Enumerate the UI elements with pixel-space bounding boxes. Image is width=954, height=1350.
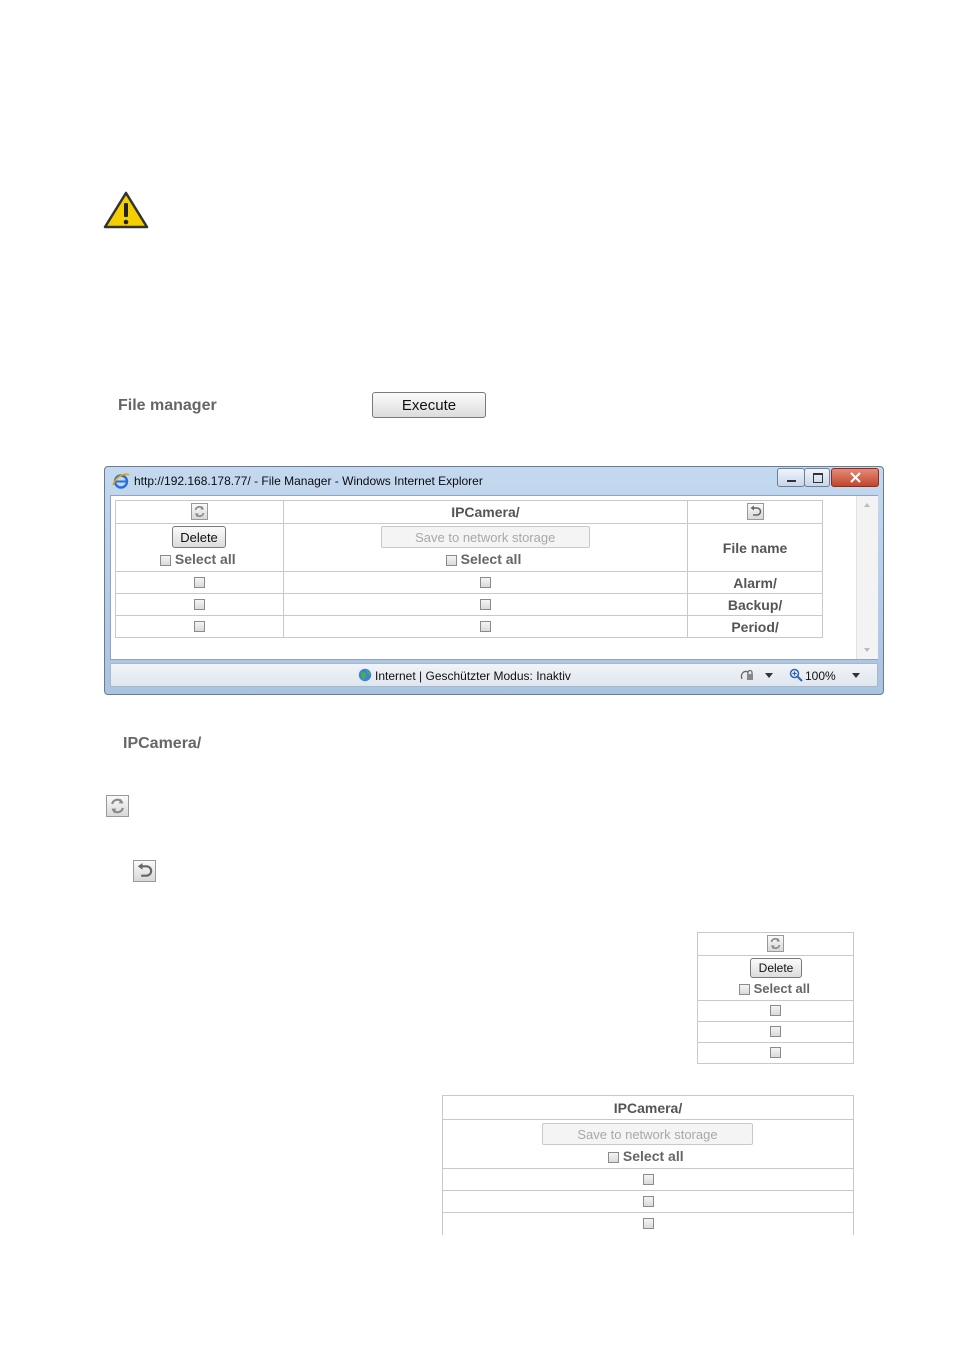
minimize-button[interactable]: [777, 468, 805, 487]
ie-logo-icon: [112, 473, 130, 489]
row-checkbox[interactable]: [770, 1005, 781, 1016]
row-checkbox[interactable]: [194, 599, 205, 610]
chevron-down-icon[interactable]: [852, 673, 860, 678]
refresh-icon: [106, 795, 129, 817]
security-icon[interactable]: [739, 668, 755, 682]
row-checkbox[interactable]: [194, 621, 205, 632]
status-text: Internet | Geschützter Modus: Inaktiv: [375, 669, 571, 683]
zoom-level: 100%: [805, 669, 836, 683]
close-button[interactable]: [831, 468, 879, 487]
file-manager-label: File manager: [118, 397, 217, 414]
file-link[interactable]: Alarm/: [688, 572, 823, 594]
row-checkbox[interactable]: [643, 1196, 654, 1207]
row-checkbox[interactable]: [480, 577, 491, 588]
table-row: [116, 616, 823, 638]
select-all-label: Select all: [622, 1148, 684, 1164]
file-name-header: File name: [688, 524, 823, 572]
save-to-network-storage-button[interactable]: Save to network storage: [542, 1123, 753, 1145]
delete-column-detail: [697, 932, 854, 1064]
table-row: [116, 572, 823, 594]
file-manager-window: [104, 466, 884, 695]
refresh-cell: [116, 501, 284, 524]
globe-icon: [358, 668, 372, 682]
back-icon: [133, 860, 156, 882]
title-bar: [105, 467, 883, 495]
chevron-down-icon[interactable]: [765, 673, 773, 678]
row-checkbox[interactable]: [194, 577, 205, 588]
file-link[interactable]: Period/: [688, 616, 823, 638]
row-checkbox[interactable]: [770, 1047, 781, 1058]
scroll-up-icon[interactable]: [863, 502, 871, 508]
ipcamera-label: IPCamera/: [123, 735, 202, 752]
warning-icon: [103, 191, 149, 229]
delete-cell: [116, 524, 284, 572]
close-icon: [850, 472, 861, 483]
back-icon[interactable]: [747, 503, 764, 520]
row-checkbox[interactable]: [480, 621, 491, 632]
browser-content: [110, 495, 878, 660]
table-row: [443, 1169, 854, 1191]
refresh-icon[interactable]: [191, 503, 208, 520]
select-all-label: Select all: [460, 551, 522, 567]
table-row: [116, 594, 823, 616]
table-row: [698, 1001, 854, 1022]
window-title: http://192.168.178.77/ - File Manager - Windows Internet Explorer: [134, 474, 483, 488]
execute-button[interactable]: Execute: [372, 392, 486, 418]
row-checkbox[interactable]: [480, 599, 491, 610]
status-bar: [110, 663, 878, 687]
select-all-label: Select all: [753, 981, 810, 996]
table-row: [698, 1022, 854, 1043]
select-all-checkbox[interactable]: [739, 984, 750, 995]
select-all-checkbox[interactable]: [608, 1152, 619, 1163]
save-to-network-storage-button[interactable]: Save to network storage: [381, 526, 590, 548]
select-all-checkbox[interactable]: [446, 555, 457, 566]
row-checkbox[interactable]: [643, 1218, 654, 1229]
table-row: [698, 1043, 854, 1064]
table-row: [443, 1213, 854, 1235]
folder-title: IPCamera/: [283, 501, 687, 524]
save-column-detail: [442, 1095, 854, 1235]
select-all-checkbox[interactable]: [160, 555, 171, 566]
table-row: [443, 1191, 854, 1213]
row-checkbox[interactable]: [643, 1174, 654, 1185]
scroll-down-icon[interactable]: [863, 647, 871, 653]
maximize-button[interactable]: [804, 468, 830, 487]
back-cell: [688, 501, 823, 524]
delete-button[interactable]: Delete: [750, 958, 802, 978]
folder-title: IPCamera/: [443, 1096, 854, 1120]
save-cell: [283, 524, 687, 572]
delete-button[interactable]: Delete: [172, 526, 226, 548]
refresh-icon[interactable]: [767, 935, 784, 952]
select-all-label: Select all: [174, 551, 236, 567]
zoom-icon[interactable]: [789, 668, 803, 682]
file-link[interactable]: Backup/: [688, 594, 823, 616]
row-checkbox[interactable]: [770, 1026, 781, 1037]
vertical-scrollbar[interactable]: [856, 496, 878, 659]
file-table: [115, 500, 823, 638]
